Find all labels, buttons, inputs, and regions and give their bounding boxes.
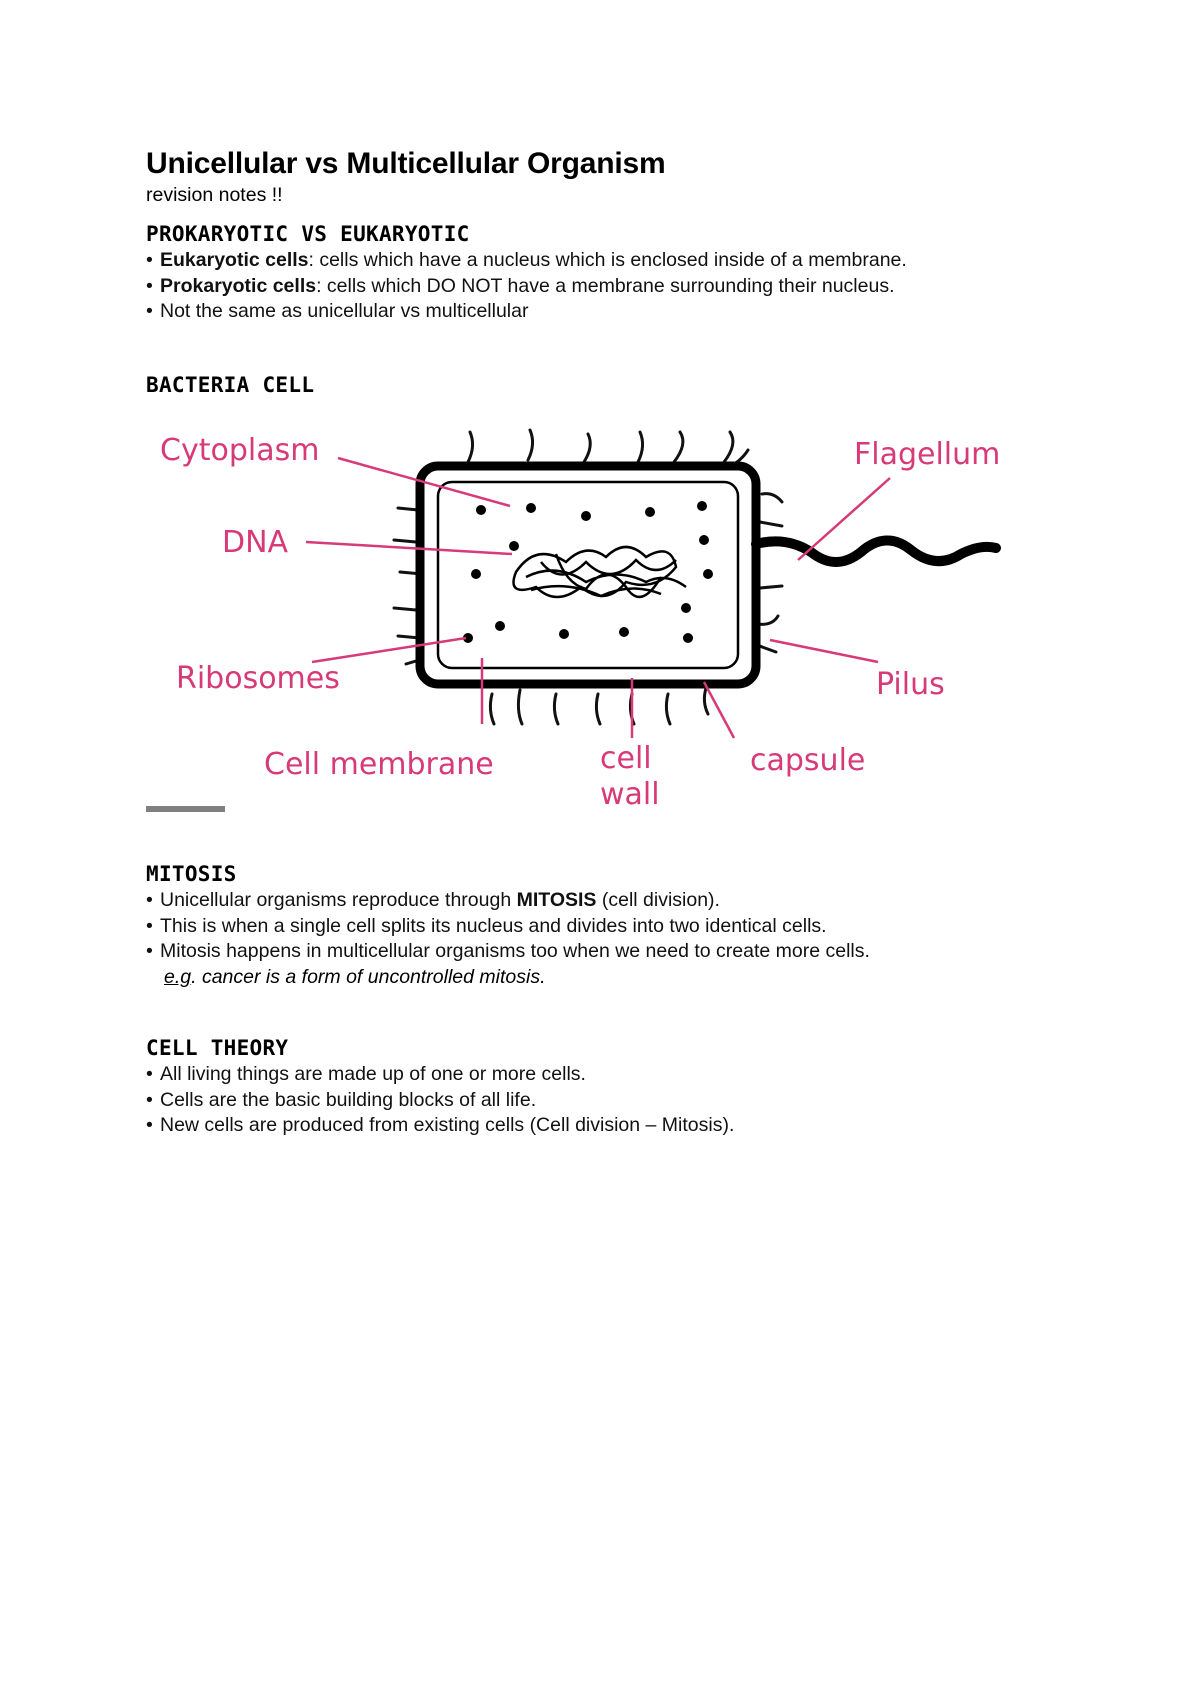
list-item: • All living things are made up of one or more cells. (146, 1063, 586, 1085)
list-item: • Prokaryotic cells: cells which DO NOT have a membrane surrounding their nucleus. (146, 274, 895, 297)
bacteria-cell-diagram (146, 412, 1026, 822)
label-cell-wall-line1: cell (600, 741, 652, 776)
page-title: Unicellular vs Multicellular Organism (146, 147, 666, 180)
heading-prokaryotic: PROKARYOTIC VS EUKARYOTIC (146, 222, 470, 246)
image-resize-handle (146, 806, 225, 812)
document-page-lower (146, 860, 1066, 1139)
heading-mitosis: MITOSIS (146, 862, 237, 886)
label-ribosomes: Ribosomes (176, 661, 340, 696)
list-item: • New cells are produced from existing cells (Cell division – Mitosis). (146, 1114, 735, 1136)
label-cell-wall-line2: wall (600, 777, 660, 812)
label-cytoplasm: Cytoplasm (160, 433, 320, 468)
mitosis-list (146, 888, 1066, 965)
document-page (146, 146, 1066, 399)
list-item: • Mitosis happens in multicellular organisms too when we need to create more cells. (146, 940, 870, 962)
label-dna: DNA (222, 525, 289, 560)
list-item: • Eukaryotic cells: cells which have a nucleus which is enclosed inside of a membrane. (146, 249, 907, 271)
label-pilus: Pilus (876, 667, 945, 702)
mitosis-example: e.g. cancer is a form of uncontrolled mitosis. (164, 965, 546, 988)
list-item: • Unicellular organisms reproduce through MITOSIS (cell division). (146, 889, 720, 911)
prokaryotic-list (146, 248, 1066, 325)
page-subtitle: revision notes !! (146, 184, 283, 206)
label-flagellum: Flagellum (854, 437, 1001, 472)
heading-cell-theory: CELL THEORY (146, 1036, 289, 1060)
label-cell-membrane: Cell membrane (264, 747, 494, 782)
heading-bacteria: BACTERIA CELL (146, 372, 315, 397)
list-item: • Not the same as unicellular vs multicellular (146, 300, 529, 322)
list-item: • This is when a single cell splits its nucleus and divides into two identical cells. (146, 914, 827, 937)
label-capsule: capsule (750, 743, 866, 778)
flagellum-tail (756, 540, 996, 562)
cell-theory-list (146, 1062, 1066, 1139)
list-item: • Cells are the basic building blocks of all life. (146, 1088, 537, 1111)
